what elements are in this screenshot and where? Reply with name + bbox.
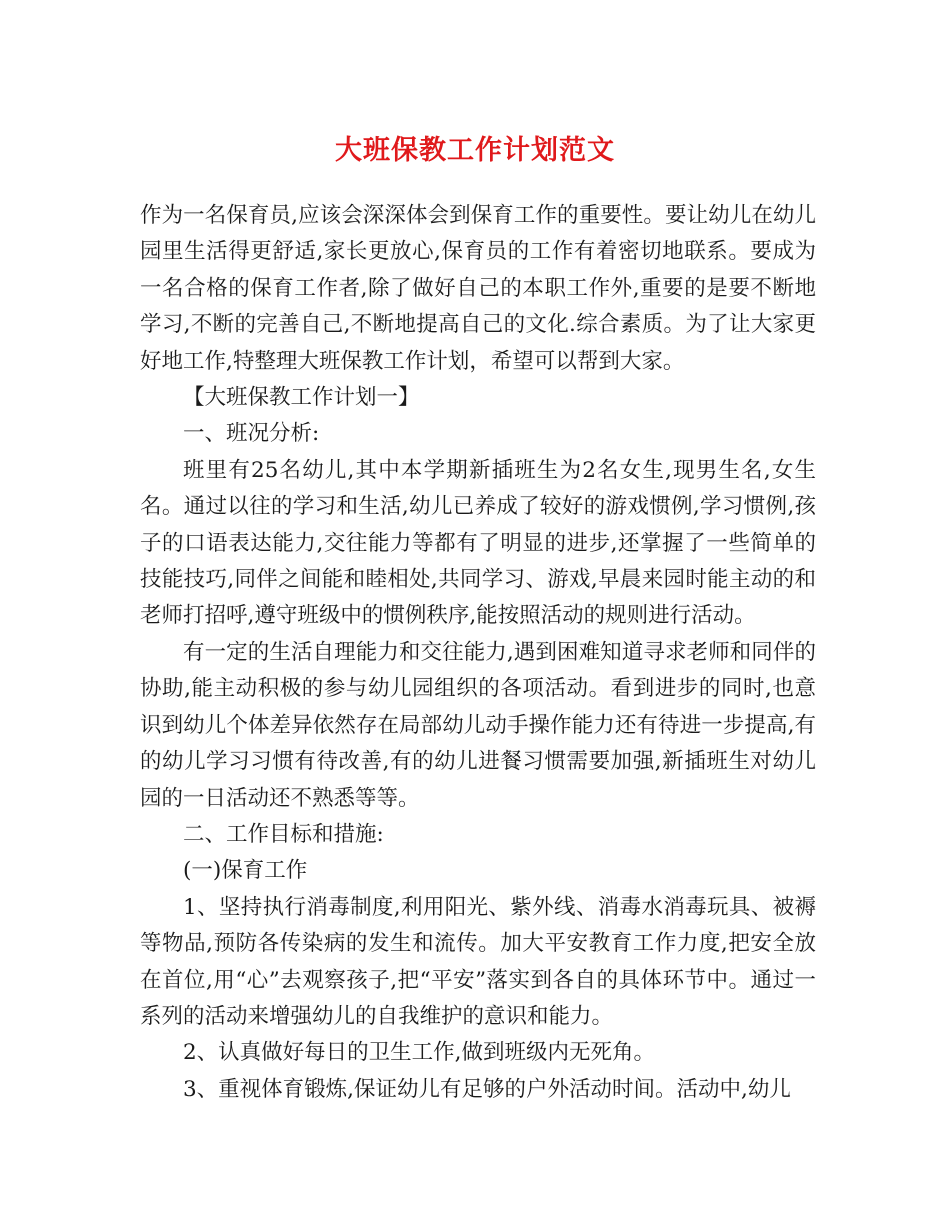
section-heading-plan-one: 【大班保教工作计划一】 <box>183 385 420 411</box>
class-analysis-paragraph-1: 班里有25名幼儿,其中本学期新插班生为2名女生,现男生名,女生名。通过以往的学习和生活,幼儿已养成了较好的游戏惯例,学习惯例,孩子的口语表达能力,交往能力等都有了明显的进步,还掌握了一些简单的技能技巧,同伴之间能和睦相处,共同学习、游戏,早晨来园时能主动的和老师打招呼,遵守班级中的惯例秩序,能按照活动的规则进行活动。 <box>140 457 816 629</box>
care-item-2: 2、认真做好每日的卫生工作,做到班级内无死角。 <box>183 1040 656 1066</box>
class-analysis-paragraph-2: 有一定的生活自理能力和交往能力,遇到困难知道寻求老师和同伴的协助,能主动积极的参与幼儿园组织的各项活动。看到进步的同时,也意识到幼儿个体差异依然存在局部幼儿动手操作能力还有待进一步提高,有的幼儿学习习惯有待改善,有的幼儿进餐习惯需要加强,新插班生对幼儿园的一日活动还不熟悉等等。 <box>140 639 816 811</box>
section-heading-goals: 二、工作目标和措施: <box>183 821 384 847</box>
intro-paragraph: 作为一名保育员,应该会深深体会到保育工作的重要性。要让幼儿在幼儿园里生活得更舒适,家长更放心,保育员的工作有着密切地联系。要成为一名合格的保育工作者,除了做好自己的本职工作外,重要的是要不断地学习,不断的完善自己,不断地提高自己的文化.综合素质。为了让大家更好地工作,特整理大班保教工作计划，希望可以帮到大家。 <box>140 203 816 374</box>
care-item-3: 3、重视体育锻炼,保证幼儿有足够的户外活动时间。活动中,幼儿 <box>183 1076 791 1102</box>
section-heading-class-analysis: 一、班况分析: <box>183 421 320 447</box>
document-body <box>140 198 816 1108</box>
care-item-1: 1、坚持执行消毒制度,利用阳光、紫外线、消毒水消毒玩具、被褥等物品,预防各传染病的发生和流传。加大平安教育工作力度,把安全放在首位,用“心”去观察孩子,把“平安”落实到各自的具体环节中。通过一系列的活动来增强幼儿的自我维护的意识和能力。 <box>140 894 816 1029</box>
document-title: 大班保教工作计划范文 <box>335 135 615 166</box>
subsection-heading-care-work: (一)保育工作 <box>183 858 308 884</box>
